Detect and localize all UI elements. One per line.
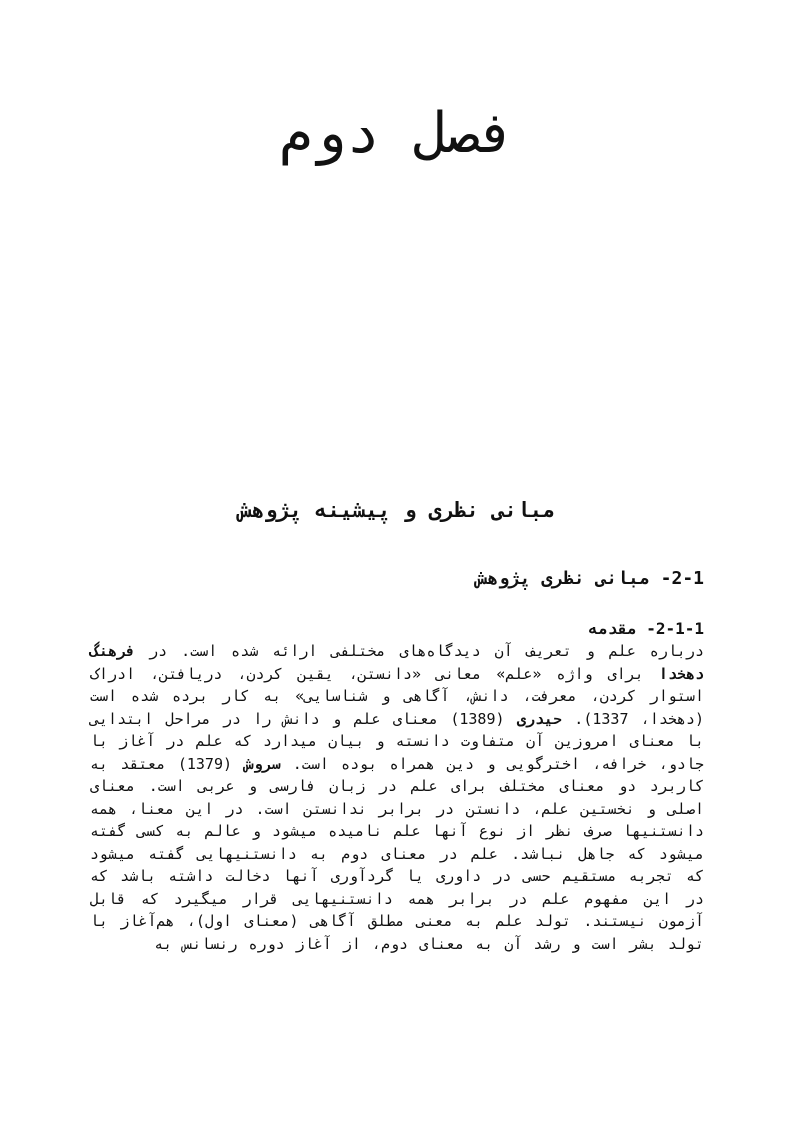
author-name: سروش: [244, 754, 281, 773]
subsection-heading: 2-1- مبانی نظری پژوهش: [476, 568, 704, 589]
subsubsection-heading: 2-1-1- مقدمه: [588, 619, 704, 638]
paragraph-text: (1379) معتقد به کاربرد دو معنای مختلف برای علم در زبان فارسی و عربی است. معنای اصلی و نخستین علم، دانستن در برابر ندانستن است. در این معنا، همه دانستنیها صرف نظر از نوع آنها علم نامیده میشود و عالم به کسی گفته میشود که جاهل نباشد. علم در معنای دوم به دانستنیهایی گفته میشود که تجربه مستقیم حسی در داوری یا گردآوری آنها دخالت داشته باشد که در این مفهوم علم در برابر همه دانستنیهایی قرار میگیرد که قابل آزمون نیستند. تولد علم به معنی مطلق آگاهی (معنای اول)، هم‌آغاز با تولد بشر است و رشد آن به معنای دوم، از آغاز دوره رنسانس به: [90, 754, 704, 953]
emphasized-term: فرهنگ دهخدا: [90, 642, 704, 683]
section-heading: مبانی نظری و پیشینه پژوهش: [238, 498, 556, 522]
chapter-title: فصل دوم: [278, 101, 515, 166]
paragraph-text: برای واژه «علم» معانی «دانستن، یقین کردن، دریافتن، ادراک استوار کردن، معرفت، دانش، آگاهی و شناسایی» به کار برده شده است (دهخدا، 1337).: [90, 664, 705, 728]
paragraph-text: درباره علم و تعریف آن دیدگاه‌های مختلفی ارائه شده است. در: [135, 642, 704, 660]
author-name: حیدری: [516, 709, 562, 728]
body-paragraph: [90, 640, 704, 955]
paragraph-text: (1389) معنای علم و دانش را در مراحل ابتدایی با معنای امروزین آن متفاوت دانسته و بیان میدارد که علم در آغاز با جادو، خرافه، اخترگویی و دین همراه بوده است.: [90, 709, 704, 773]
introduction-section: [90, 618, 704, 955]
